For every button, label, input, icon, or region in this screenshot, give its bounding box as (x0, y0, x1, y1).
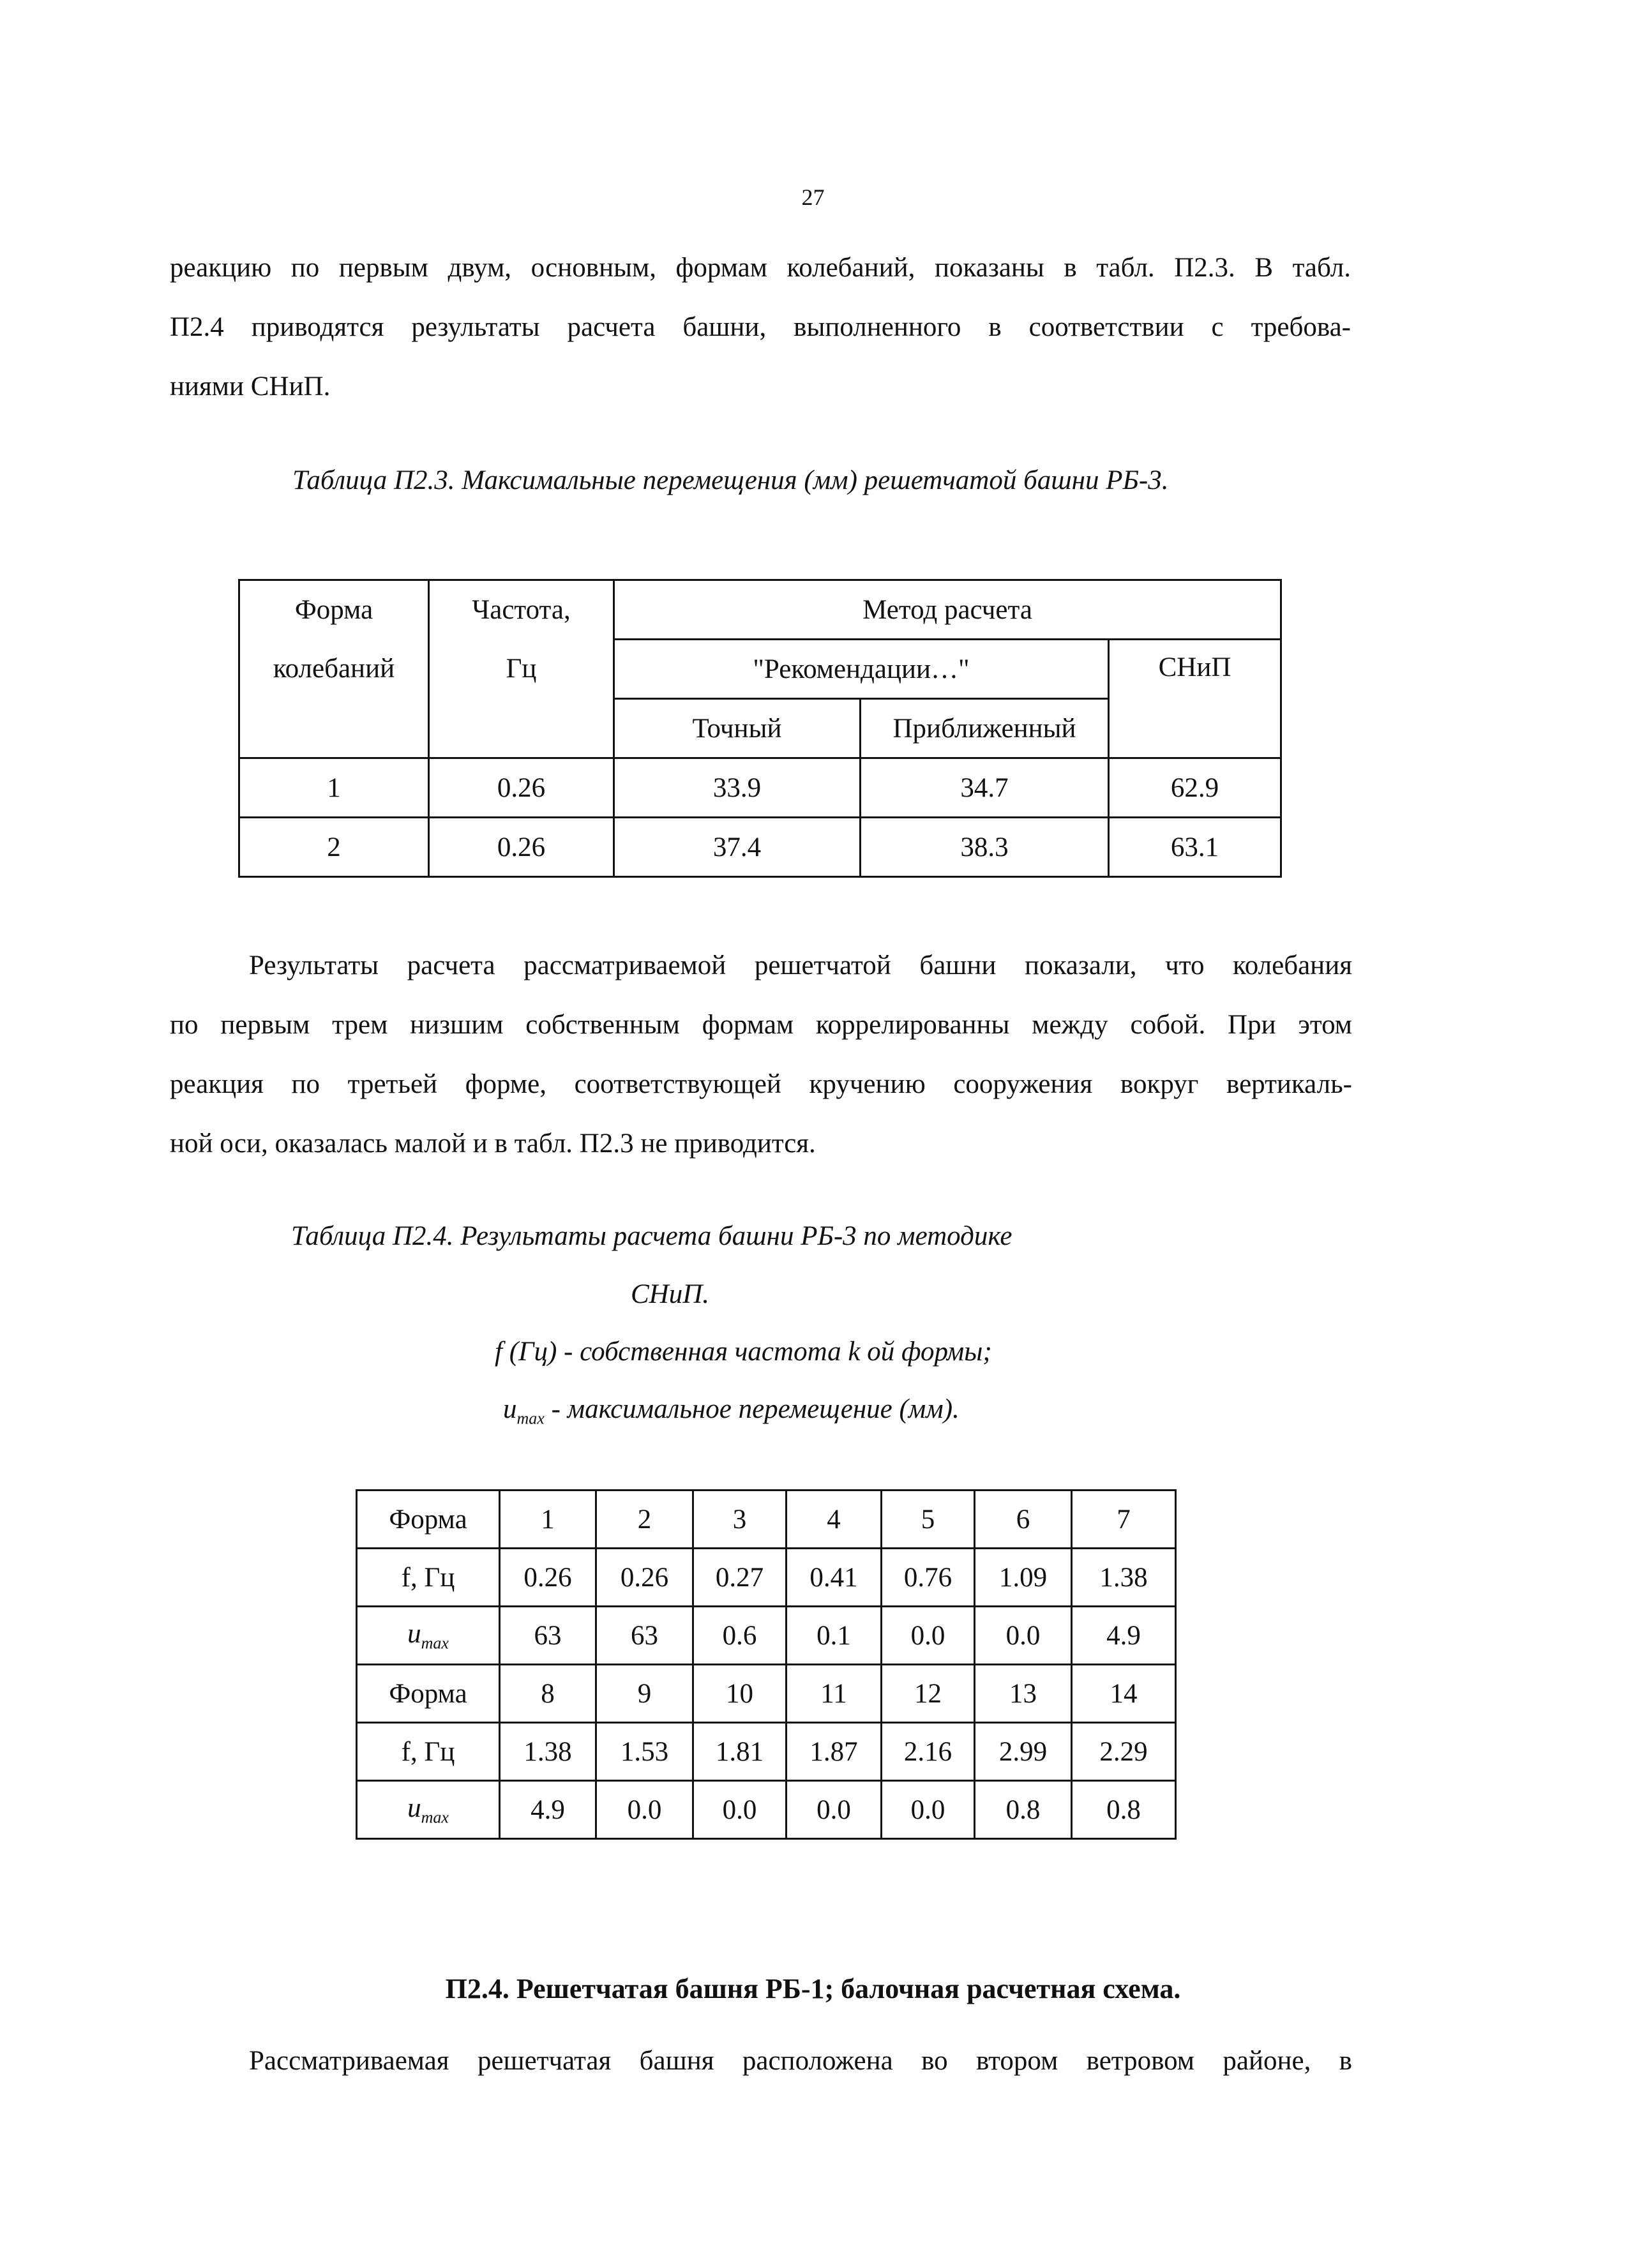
table-cell: 0.0 (596, 1781, 693, 1839)
table-cell: 1 (239, 758, 429, 818)
table-cell: 1.53 (596, 1723, 693, 1781)
table-cell: 10 (693, 1665, 787, 1723)
header-form-2: колебаний (273, 654, 395, 684)
table4-caption-line: СНиП. (631, 1279, 710, 1309)
table-cell: 1 (500, 1491, 596, 1549)
table-cell: 5 (882, 1491, 975, 1549)
row-label-freq: f, Гц (357, 1723, 500, 1781)
table-cell: 0.0 (693, 1781, 787, 1839)
table-cell: 1.38 (1072, 1549, 1176, 1607)
header-approx: Приближенный (861, 699, 1109, 758)
table4-caption-line: Таблица П2.4. Результаты расчета башни РБ-3 по методике (291, 1221, 1012, 1251)
table-cell: 0.76 (882, 1549, 975, 1607)
table-cell: 0.8 (975, 1781, 1072, 1839)
table-cell: 0.26 (429, 818, 614, 877)
table-row (357, 1549, 1176, 1607)
table-cell: 1.87 (787, 1723, 882, 1781)
table3-caption: Таблица П2.3. Максимальные перемещения (мм) решетчатой башни РБ-3. (292, 465, 1169, 495)
table-row (357, 1607, 1176, 1665)
table-cell: 12 (882, 1665, 975, 1723)
header-freq-2: Гц (506, 654, 537, 684)
header-form-cell (239, 580, 429, 758)
table-cell: 7 (1072, 1491, 1176, 1549)
table-cell: 37.4 (614, 818, 861, 877)
header-recommendations: "Рекомендации…" (614, 640, 1109, 699)
table-cell: 14 (1072, 1665, 1176, 1723)
page-number: 27 (801, 184, 825, 210)
results-line: реакция по третьей форме, соответствующей кручению сооружения вокруг вертикаль- (170, 1069, 1352, 1099)
table-row (357, 1491, 1176, 1549)
table-cell: 0.0 (882, 1781, 975, 1839)
table-cell: 2.99 (975, 1723, 1072, 1781)
table-cell: 2 (596, 1491, 693, 1549)
u-max-symbol: $u_{max}$ (503, 1394, 545, 1428)
table-row (357, 1781, 1176, 1839)
table-p2-4 (356, 1489, 1177, 1840)
table-row (239, 818, 1281, 877)
row-label-form: Форма (357, 1665, 500, 1723)
table-cell: 0.26 (500, 1549, 596, 1607)
table-cell: 1.38 (500, 1723, 596, 1781)
table-cell: 3 (693, 1491, 787, 1549)
table-cell: 63 (500, 1607, 596, 1665)
table-cell: 62.9 (1109, 758, 1281, 818)
row-label-umax: $u_{max}$ (357, 1607, 500, 1665)
intro-line: П2.4 приводятся результаты расчета башни, выполненного в соответствии с требова- (170, 312, 1351, 342)
table-cell: 0.8 (1072, 1781, 1176, 1839)
results-line: по первым трем низшим собственным формам коррелированны между собой. При этом (170, 1010, 1352, 1040)
table-cell: 9 (596, 1665, 693, 1723)
table-cell: 0.1 (787, 1607, 882, 1665)
table-cell: 0.27 (693, 1549, 787, 1607)
table-cell: 0.0 (882, 1607, 975, 1665)
table-cell: 13 (975, 1665, 1072, 1723)
table-cell: 1.09 (975, 1549, 1072, 1607)
table-cell: 38.3 (861, 818, 1109, 877)
table-cell: 34.7 (861, 758, 1109, 818)
section-heading: П2.4. Решетчатая башня РБ-1; балочная расчетная схема. (445, 1973, 1181, 2004)
results-line: Результаты расчета рассматриваемой решетчатой башни показали, что колебания (249, 950, 1352, 980)
table-cell: 63.1 (1109, 818, 1281, 877)
table-cell: 0.26 (429, 758, 614, 818)
table-row (239, 758, 1281, 818)
table-cell: 0.41 (787, 1549, 882, 1607)
table-cell: 2.29 (1072, 1723, 1176, 1781)
header-freq-cell (429, 580, 614, 758)
table-cell: 0.6 (693, 1607, 787, 1665)
row-label-form: Форма (357, 1491, 500, 1549)
table-p2-3 (238, 579, 1282, 878)
table-cell: 0.0 (787, 1781, 882, 1839)
table-cell: 11 (787, 1665, 882, 1723)
table4-caption-line: $u_{max}$ - максимальное перемещение (мм). (503, 1394, 960, 1428)
table-cell: 4.9 (1072, 1607, 1176, 1665)
intro-line: ниями СНиП. (170, 372, 331, 402)
header-snip: СНиП (1109, 640, 1281, 758)
header-method: Метод расчета (614, 580, 1281, 640)
table-cell: 1.81 (693, 1723, 787, 1781)
table-cell: 0.26 (596, 1549, 693, 1607)
header-exact: Точный (614, 699, 861, 758)
table4-caption-line: f (Гц) - собственная частота k ой формы; (495, 1337, 992, 1367)
header-freq: Частота, (472, 595, 571, 625)
table-row (357, 1723, 1176, 1781)
row-label-umax: $u_{max}$ (357, 1781, 500, 1839)
final-line: Рассматриваемая решетчатая башня расположена во втором ветровом районе, в (249, 2046, 1352, 2076)
table-cell: 4 (787, 1491, 882, 1549)
table-row (357, 1665, 1176, 1723)
table-cell: 8 (500, 1665, 596, 1723)
results-line: ной оси, оказалась малой и в табл. П2.3 не приводится. (170, 1129, 816, 1159)
row-label-freq: f, Гц (357, 1549, 500, 1607)
intro-line: реакцию по первым двум, основным, формам колебаний, показаны в табл. П2.3. В табл. (170, 253, 1351, 283)
table-cell: 2.16 (882, 1723, 975, 1781)
table-cell: 63 (596, 1607, 693, 1665)
header-form: Форма (294, 595, 373, 625)
table-cell: 4.9 (500, 1781, 596, 1839)
table-cell: 6 (975, 1491, 1072, 1549)
table-cell: 2 (239, 818, 429, 877)
table-cell: 0.0 (975, 1607, 1072, 1665)
table-cell: 33.9 (614, 758, 861, 818)
